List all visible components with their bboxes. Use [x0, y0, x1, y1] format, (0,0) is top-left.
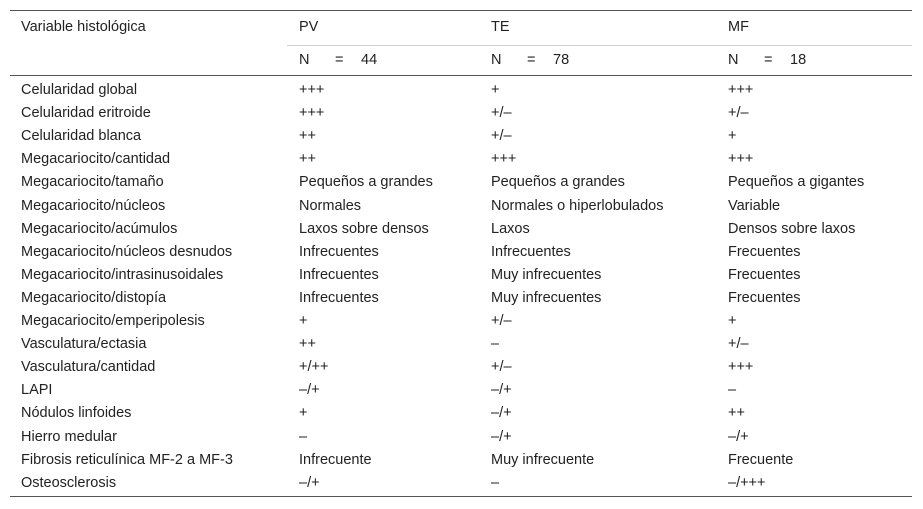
- row-variable: Vasculatura/ectasia: [21, 336, 147, 353]
- n-label: N: [728, 52, 739, 68]
- row-pv: –: [299, 428, 308, 445]
- header-te: TE: [491, 19, 510, 35]
- row-pv: Infrecuentes: [299, 266, 379, 283]
- row-pv: Normales: [299, 197, 362, 214]
- row-variable: Nódulos linfoides: [21, 405, 132, 422]
- header-pv: PV: [299, 19, 319, 35]
- n-value: 78: [553, 52, 570, 68]
- row-mf: –: [728, 382, 737, 399]
- header-n-te: [491, 51, 569, 69]
- row-te: –/+: [491, 428, 512, 445]
- row-te: Muy infrecuentes: [491, 266, 602, 283]
- row-mf: Pequeños a gigantes: [728, 174, 865, 191]
- row-pv: ++: [299, 151, 316, 168]
- row-pv: Infrecuentes: [299, 289, 379, 306]
- row-variable: Megacariocito/cantidad: [21, 151, 171, 168]
- row-te: Infrecuentes: [491, 243, 571, 260]
- row-variable: Osteosclerosis: [21, 474, 117, 491]
- row-mf: Densos sobre laxos: [728, 220, 856, 237]
- n-label: N: [299, 52, 310, 68]
- row-mf: +: [728, 313, 737, 329]
- row-pv: +++: [299, 105, 325, 122]
- row-mf: +: [728, 128, 737, 145]
- row-variable: Celularidad eritroide: [21, 105, 151, 122]
- row-mf: –/+: [728, 428, 749, 445]
- row-mf: +++: [728, 82, 754, 98]
- row-variable: Megacariocito/intrasinusoidales: [21, 266, 224, 283]
- row-mf: Variable: [728, 197, 781, 214]
- row-variable: Fibrosis reticulínica MF-2 a MF-3: [21, 451, 233, 468]
- row-te: –/+: [491, 382, 512, 399]
- row-te: +: [491, 82, 500, 98]
- row-te: Muy infrecuente: [491, 451, 595, 468]
- row-mf: –/+++: [728, 474, 766, 491]
- row-pv: ++: [299, 336, 316, 353]
- row-variable: Celularidad global: [21, 82, 138, 98]
- row-variable: LAPI: [21, 382, 53, 399]
- row-mf: Frecuente: [728, 451, 794, 468]
- row-mf: +/–: [728, 105, 749, 122]
- header-sub-rule: [287, 45, 912, 46]
- row-te: –/+: [491, 405, 512, 422]
- row-mf: Frecuentes: [728, 289, 801, 306]
- row-pv: –/+: [299, 382, 320, 399]
- row-pv: +: [299, 405, 308, 422]
- header-n-mf: [728, 51, 806, 69]
- table-bottom-rule: [10, 496, 912, 497]
- row-pv: +++: [299, 82, 325, 98]
- row-pv: +/++: [299, 359, 329, 376]
- row-te: +++: [491, 151, 517, 168]
- row-mf: Frecuentes: [728, 243, 801, 260]
- n-label: N: [491, 52, 502, 68]
- n-equals: =: [527, 52, 536, 68]
- header-mf: MF: [728, 19, 749, 35]
- row-te: Muy infrecuentes: [491, 289, 602, 306]
- header-bottom-rule: [10, 75, 912, 76]
- row-variable: Megacariocito/núcleos desnudos: [21, 243, 233, 260]
- row-pv: –/+: [299, 474, 320, 491]
- row-te: –: [491, 336, 500, 353]
- row-te: Normales o hiperlobulados: [491, 197, 664, 214]
- row-variable: Vasculatura/cantidad: [21, 359, 156, 376]
- row-te: Laxos: [491, 220, 530, 237]
- row-pv: Pequeños a grandes: [299, 174, 433, 191]
- header-n-pv: [299, 51, 377, 69]
- table-top-rule: [10, 10, 912, 11]
- row-mf: Frecuentes: [728, 266, 801, 283]
- row-variable: Megacariocito/núcleos: [21, 197, 166, 214]
- row-te: +/–: [491, 359, 512, 376]
- row-variable: Megacariocito/distopía: [21, 289, 167, 306]
- row-te: +/–: [491, 128, 512, 145]
- row-mf: +++: [728, 359, 754, 376]
- n-equals: =: [764, 52, 773, 68]
- row-pv: +: [299, 313, 308, 329]
- row-variable: Megacariocito/acúmulos: [21, 220, 178, 237]
- row-mf: ++: [728, 405, 745, 422]
- row-variable: Hierro medular: [21, 428, 117, 445]
- row-variable: Megacariocito/tamaño: [21, 174, 164, 191]
- row-variable: Megacariocito/emperipolesis: [21, 313, 205, 329]
- n-equals: =: [335, 52, 344, 68]
- n-value: 18: [790, 52, 807, 68]
- row-te: Pequeños a grandes: [491, 174, 625, 191]
- header-variable: Variable histológica: [21, 19, 146, 35]
- row-te: –: [491, 474, 500, 491]
- row-te: +/–: [491, 105, 512, 122]
- row-mf: +++: [728, 151, 754, 168]
- row-mf: +/–: [728, 336, 749, 353]
- n-value: 44: [361, 52, 378, 68]
- row-pv: Infrecuente: [299, 451, 372, 468]
- row-pv: Laxos sobre densos: [299, 220, 429, 237]
- row-pv: ++: [299, 128, 316, 145]
- row-te: +/–: [491, 313, 512, 329]
- row-variable: Celularidad blanca: [21, 128, 142, 145]
- row-pv: Infrecuentes: [299, 243, 379, 260]
